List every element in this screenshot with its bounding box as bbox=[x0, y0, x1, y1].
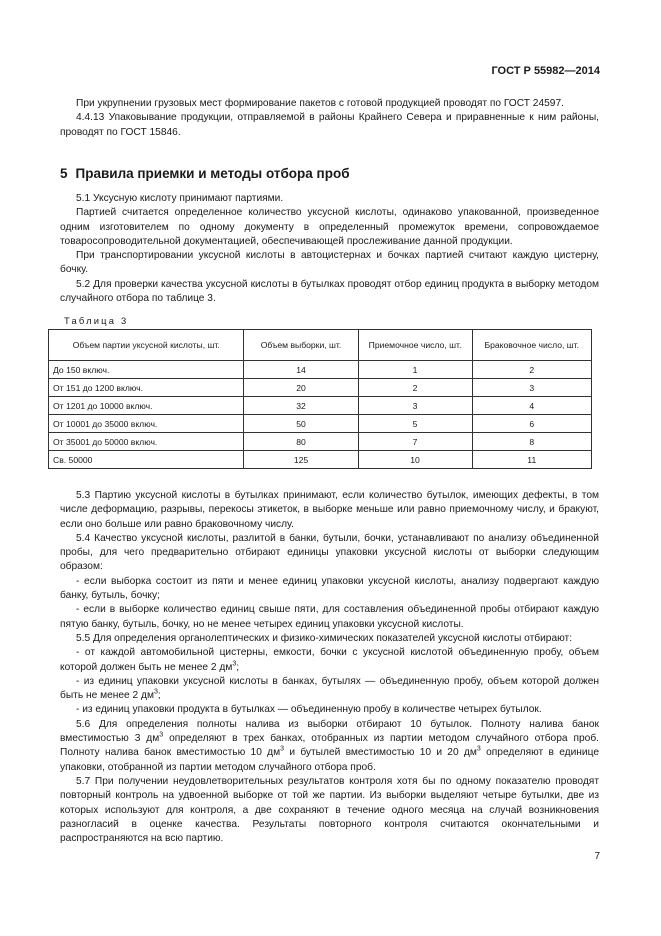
table-cell: 20 bbox=[244, 379, 358, 397]
table-cell: 7 bbox=[358, 433, 472, 451]
table-row bbox=[49, 379, 592, 397]
table-row bbox=[49, 415, 592, 433]
table-cell: 3 bbox=[472, 379, 591, 397]
column-header: Приемочное число, шт. bbox=[358, 330, 472, 361]
paragraph: 5.3 Партию уксусной кислоты в бутылках принимают, если количество бутылок, имеющих дефекты, в том числе деформацию, разрывы, перекосы этикеток, в выборке меньше или равно приемочному числу, и бракуют, если оно больше или равно браковочному числу. bbox=[60, 490, 599, 530]
paragraph: - из единиц упаковки уксусной кислоты в банках, бутылях — объединенную пробу, объем которой должен быть не менее 2 $дм^3$; bbox=[60, 675, 599, 702]
table-cell: 11 bbox=[472, 451, 591, 469]
page-number: 7 bbox=[594, 851, 600, 862]
table-cell: 10 bbox=[358, 451, 472, 469]
table-row bbox=[49, 433, 592, 451]
table-cell: 14 bbox=[244, 361, 358, 379]
paragraph: 5.7 При получении неудовлетворительных результатов контроля хотя бы по одному показателю проводят повторный контроль на удвоенной выборке от той же партии. Из выборки выделяют четыре бутылки, две из которых используют для контроля, а две сохраняют в течение одного месяца на случай возникновения разногласий в оценке качества. Результаты повторного контроля считаются окончательными и распространяются на всю партию. bbox=[60, 775, 599, 845]
table-cell: 32 bbox=[244, 397, 358, 415]
after-table-block bbox=[60, 489, 599, 846]
paragraph: При транспортировании уксусной кислоты в автоцистернах и бочках партией считают каждую цистерну, бочку. bbox=[60, 250, 599, 276]
table-cell: До 150 включ. bbox=[49, 361, 244, 379]
table-cell: Св. 50000 bbox=[49, 451, 244, 469]
section-body bbox=[60, 192, 599, 306]
section-number: 5 bbox=[60, 166, 68, 181]
table-row bbox=[49, 397, 592, 415]
table-cell: 3 bbox=[358, 397, 472, 415]
table-header-row bbox=[49, 330, 592, 361]
table-cell: 1 bbox=[358, 361, 472, 379]
column-header: Объем выборки, шт. bbox=[244, 330, 358, 361]
table-cell: От 1201 до 10000 включ. bbox=[49, 397, 244, 415]
paragraph: 5.5 Для определения органолептических и физико-химических показателей уксусной кислоты отбирают: bbox=[76, 632, 573, 644]
table-cell: От 35001 до 50000 включ. bbox=[49, 433, 244, 451]
section-heading bbox=[60, 166, 358, 181]
paragraph: - от каждой автомобильной цистерны, емкости, бочки с уксусной кислотой объединенную пробу, объем которой должен быть не менее 2 $дм^3$; bbox=[60, 647, 599, 673]
section-title: Правила приемки и методы отбора проб bbox=[75, 166, 350, 181]
paragraph: 4.4.13 Упаковывание продукции, отправляемой в районы Крайнего Севера и приравненные к ним районы, проводят по ГОСТ 15846. bbox=[60, 112, 599, 138]
column-header: Браковочное число, шт. bbox=[472, 330, 591, 361]
paragraph: 5.2 Для проверки качества уксусной кислоты в бутылках проводят отбор единиц продукта в выборку методом случайного отбора по таблице 3. bbox=[60, 278, 599, 305]
table-row bbox=[49, 451, 592, 469]
intro-block bbox=[60, 97, 599, 140]
document-code: ГОСТ Р 55982—2014 bbox=[491, 65, 600, 77]
table-cell: От 151 до 1200 включ. bbox=[49, 379, 244, 397]
paragraph: 5.6 Для определения полноты налива из выборки отбирают 10 бутылок. Полноту налива банок вместимостью 3 $дм^3$ определяют в трех банках, отобранных из партии методом случайного отбора проб. Полноту налива банок вместимостью 10 $дм^3$ и бутылей вместимостью 10 и 20 $дм^3$ определяют в единице упаковки, отобранной из партии методом случайного отбора проб. bbox=[60, 718, 599, 773]
paragraph: 5.1 Уксусную кислоту принимают партиями. bbox=[76, 193, 284, 204]
table-row bbox=[49, 361, 592, 379]
paragraph: - из единиц упаковки продукта в бутылках — объединенную пробу в количестве четырех бутылок. bbox=[76, 704, 542, 716]
table-cell: 80 bbox=[244, 433, 358, 451]
paragraph: - если в выборке количество единиц свыше пяти, для составления объединенной пробы отбирают каждую пятую банку, бутыль, бочку, но не менее четырех единиц упаковки уксусной кислоты. bbox=[60, 604, 599, 630]
paragraph: - если выборка состоит из пяти и менее единиц упаковки уксусной кислоты, анализу подвергают каждую банку, бутыль, бочку; bbox=[60, 575, 599, 602]
table-cell: 5 bbox=[358, 415, 472, 433]
table-cell: 50 bbox=[244, 415, 358, 433]
table-cell: 125 bbox=[244, 451, 358, 469]
table-cell: 2 bbox=[358, 379, 472, 397]
table-cell: 6 bbox=[472, 415, 591, 433]
paragraph: 5.4 Качество уксусной кислоты, разлитой в банки, бутыли, бочки, устанавливают по анализу объединенной пробы, для чего предварительно отбирают единицы упаковки уксусной кислоты от выборки следующим образом: bbox=[60, 532, 599, 573]
paragraph: При укрупнении грузовых мест формирование пакетов с готовой продукцией проводят по ГОСТ 24597. bbox=[76, 98, 564, 109]
table-caption: Таблица 3 bbox=[64, 315, 129, 326]
table-cell: 4 bbox=[472, 397, 591, 415]
table-cell: 8 bbox=[472, 433, 591, 451]
sampling-table bbox=[48, 329, 592, 469]
table-cell: От 10001 до 35000 включ. bbox=[49, 415, 244, 433]
column-header: Объем партии уксусной кислоты, шт. bbox=[49, 330, 244, 361]
table-cell: 2 bbox=[472, 361, 591, 379]
paragraph: Партией считается определенное количество уксусной кислоты, одинаково упакованной, произведенное одним изготовителем по одному документу в определенный промежуток времени, сопровождаемое товаросопроводительной документацией, обеспечивающей прослеживание данной продукции. bbox=[60, 207, 599, 247]
